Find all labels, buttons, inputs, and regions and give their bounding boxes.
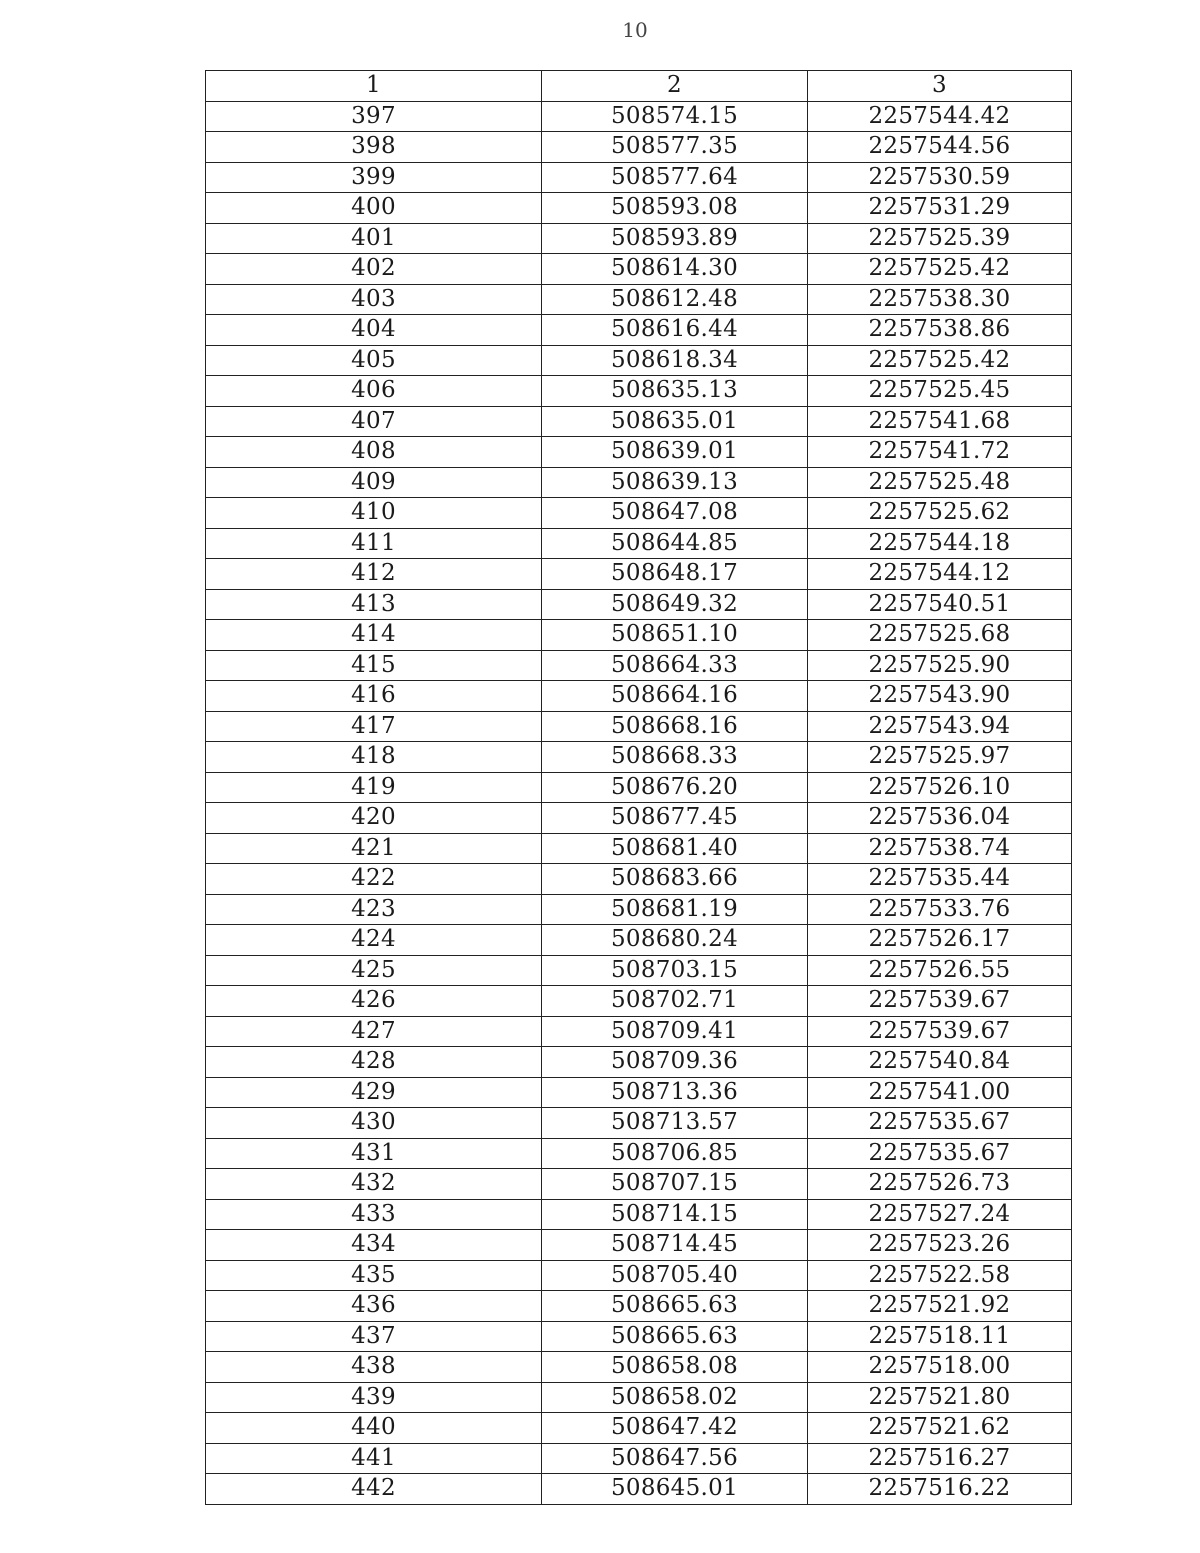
table-cell-col-1: 409 xyxy=(206,467,542,498)
table-cell-col-1: 402 xyxy=(206,254,542,285)
table-row xyxy=(206,1077,1072,1108)
table-cell-col-1: 442 xyxy=(206,1474,542,1505)
table-cell-col-3: 2257538.30 xyxy=(808,284,1072,315)
table-row xyxy=(206,1230,1072,1261)
table-cell-col-1: 436 xyxy=(206,1291,542,1322)
table-cell-col-2: 508577.64 xyxy=(542,162,808,193)
table-cell-col-1: 405 xyxy=(206,345,542,376)
table-cell-col-1: 441 xyxy=(206,1443,542,1474)
table-cell-col-3: 2257525.42 xyxy=(808,345,1072,376)
table-cell-col-2: 508658.02 xyxy=(542,1382,808,1413)
table-row xyxy=(206,1443,1072,1474)
table-row xyxy=(206,1321,1072,1352)
table-cell-col-2: 508680.24 xyxy=(542,925,808,956)
table-cell-col-1: 411 xyxy=(206,528,542,559)
table-cell-col-1: 431 xyxy=(206,1138,542,1169)
table-row xyxy=(206,1260,1072,1291)
table-row xyxy=(206,1016,1072,1047)
table-cell-col-1: 428 xyxy=(206,1047,542,1078)
table-cell-col-3: 2257522.58 xyxy=(808,1260,1072,1291)
table-row xyxy=(206,803,1072,834)
table-cell-col-3: 2257536.04 xyxy=(808,803,1072,834)
table-cell-col-1: 433 xyxy=(206,1199,542,1230)
table-cell-col-3: 2257543.94 xyxy=(808,711,1072,742)
table-cell-col-3: 2257538.74 xyxy=(808,833,1072,864)
table-cell-col-2: 508714.45 xyxy=(542,1230,808,1261)
table-row xyxy=(206,162,1072,193)
table-cell-col-2: 508574.15 xyxy=(542,101,808,132)
table-cell-col-1: 422 xyxy=(206,864,542,895)
table-row xyxy=(206,1047,1072,1078)
table-cell-col-2: 508651.10 xyxy=(542,620,808,651)
table-row xyxy=(206,955,1072,986)
table-row xyxy=(206,315,1072,346)
table-cell-col-1: 437 xyxy=(206,1321,542,1352)
table-cell-col-1: 414 xyxy=(206,620,542,651)
table-row xyxy=(206,742,1072,773)
table-cell-col-2: 508681.19 xyxy=(542,894,808,925)
table-cell-col-1: 413 xyxy=(206,589,542,620)
table-cell-col-1: 401 xyxy=(206,223,542,254)
table-cell-col-2: 508658.08 xyxy=(542,1352,808,1383)
table-row xyxy=(206,254,1072,285)
table-cell-col-2: 508668.16 xyxy=(542,711,808,742)
table-cell-col-1: 429 xyxy=(206,1077,542,1108)
table-cell-col-3: 2257540.51 xyxy=(808,589,1072,620)
table-cell-col-1: 434 xyxy=(206,1230,542,1261)
table-cell-col-3: 2257533.76 xyxy=(808,894,1072,925)
table-cell-col-3: 2257525.45 xyxy=(808,376,1072,407)
page-number: 10 xyxy=(622,18,648,42)
table-cell-col-1: 404 xyxy=(206,315,542,346)
table-row xyxy=(206,1382,1072,1413)
table-cell-col-3: 2257541.68 xyxy=(808,406,1072,437)
table-cell-col-2: 508618.34 xyxy=(542,345,808,376)
table-cell-col-1: 412 xyxy=(206,559,542,590)
table-cell-col-2: 508707.15 xyxy=(542,1169,808,1200)
table-cell-col-2: 508713.36 xyxy=(542,1077,808,1108)
table-row xyxy=(206,864,1072,895)
table-cell-col-2: 508635.01 xyxy=(542,406,808,437)
table-cell-col-3: 2257521.80 xyxy=(808,1382,1072,1413)
table-row xyxy=(206,345,1072,376)
table-cell-col-2: 508614.30 xyxy=(542,254,808,285)
table-row xyxy=(206,528,1072,559)
table-cell-col-1: 440 xyxy=(206,1413,542,1444)
column-header-3: 3 xyxy=(808,71,1072,102)
table-cell-col-2: 508577.35 xyxy=(542,132,808,163)
table-cell-col-1: 415 xyxy=(206,650,542,681)
table-row xyxy=(206,376,1072,407)
table-cell-col-3: 2257539.67 xyxy=(808,1016,1072,1047)
table-cell-col-2: 508647.56 xyxy=(542,1443,808,1474)
table-cell-col-2: 508714.15 xyxy=(542,1199,808,1230)
table-cell-col-3: 2257521.62 xyxy=(808,1413,1072,1444)
table-cell-col-2: 508681.40 xyxy=(542,833,808,864)
table-cell-col-2: 508664.33 xyxy=(542,650,808,681)
table-cell-col-1: 420 xyxy=(206,803,542,834)
table-cell-col-3: 2257535.67 xyxy=(808,1138,1072,1169)
table-cell-col-2: 508709.36 xyxy=(542,1047,808,1078)
table-cell-col-1: 407 xyxy=(206,406,542,437)
table-cell-col-2: 508649.32 xyxy=(542,589,808,620)
table-cell-col-1: 439 xyxy=(206,1382,542,1413)
table-cell-col-1: 397 xyxy=(206,101,542,132)
table-cell-col-1: 417 xyxy=(206,711,542,742)
table-cell-col-1: 408 xyxy=(206,437,542,468)
table-row xyxy=(206,1291,1072,1322)
table-cell-col-3: 2257516.22 xyxy=(808,1474,1072,1505)
table-cell-col-3: 2257525.42 xyxy=(808,254,1072,285)
table-cell-col-3: 2257521.92 xyxy=(808,1291,1072,1322)
table-cell-col-1: 432 xyxy=(206,1169,542,1200)
table-cell-col-1: 410 xyxy=(206,498,542,529)
table-cell-col-1: 419 xyxy=(206,772,542,803)
table-cell-col-2: 508709.41 xyxy=(542,1016,808,1047)
table-cell-col-2: 508616.44 xyxy=(542,315,808,346)
table-body xyxy=(206,101,1072,1504)
table-cell-col-2: 508664.16 xyxy=(542,681,808,712)
table-cell-col-3: 2257527.24 xyxy=(808,1199,1072,1230)
table-cell-col-1: 406 xyxy=(206,376,542,407)
table-row xyxy=(206,193,1072,224)
table-row xyxy=(206,406,1072,437)
table-cell-col-3: 2257525.97 xyxy=(808,742,1072,773)
table-row xyxy=(206,1169,1072,1200)
table-cell-col-3: 2257526.55 xyxy=(808,955,1072,986)
table-row xyxy=(206,559,1072,590)
table-row xyxy=(206,1138,1072,1169)
table-cell-col-2: 508705.40 xyxy=(542,1260,808,1291)
table-cell-col-3: 2257544.12 xyxy=(808,559,1072,590)
table-cell-col-2: 508668.33 xyxy=(542,742,808,773)
table-cell-col-3: 2257523.26 xyxy=(808,1230,1072,1261)
table-cell-col-3: 2257525.62 xyxy=(808,498,1072,529)
table-cell-col-2: 508677.45 xyxy=(542,803,808,834)
table-cell-col-1: 438 xyxy=(206,1352,542,1383)
table-cell-col-2: 508706.85 xyxy=(542,1138,808,1169)
table-cell-col-3: 2257525.39 xyxy=(808,223,1072,254)
table-cell-col-2: 508683.66 xyxy=(542,864,808,895)
table-cell-col-2: 508593.08 xyxy=(542,193,808,224)
table-cell-col-3: 2257531.29 xyxy=(808,193,1072,224)
table-cell-col-3: 2257544.56 xyxy=(808,132,1072,163)
table-cell-col-2: 508647.08 xyxy=(542,498,808,529)
table-cell-col-2: 508703.15 xyxy=(542,955,808,986)
column-header-2: 2 xyxy=(542,71,808,102)
table-cell-col-3: 2257530.59 xyxy=(808,162,1072,193)
table-cell-col-2: 508676.20 xyxy=(542,772,808,803)
table-cell-col-2: 508665.63 xyxy=(542,1291,808,1322)
table-cell-col-1: 403 xyxy=(206,284,542,315)
table-row xyxy=(206,1352,1072,1383)
table-row xyxy=(206,925,1072,956)
table-cell-col-2: 508648.17 xyxy=(542,559,808,590)
table-cell-col-1: 427 xyxy=(206,1016,542,1047)
table-cell-col-3: 2257525.90 xyxy=(808,650,1072,681)
table-cell-col-3: 2257538.86 xyxy=(808,315,1072,346)
table-cell-col-3: 2257526.17 xyxy=(808,925,1072,956)
table-row xyxy=(206,650,1072,681)
table-cell-col-3: 2257539.67 xyxy=(808,986,1072,1017)
table-cell-col-1: 435 xyxy=(206,1260,542,1291)
table-cell-col-1: 398 xyxy=(206,132,542,163)
table-cell-col-2: 508713.57 xyxy=(542,1108,808,1139)
table-cell-col-3: 2257526.10 xyxy=(808,772,1072,803)
table-row xyxy=(206,498,1072,529)
table-row xyxy=(206,101,1072,132)
table-row xyxy=(206,223,1072,254)
table-row xyxy=(206,132,1072,163)
table-cell-col-1: 399 xyxy=(206,162,542,193)
table-cell-col-1: 400 xyxy=(206,193,542,224)
table-cell-col-2: 508612.48 xyxy=(542,284,808,315)
coordinates-table-container xyxy=(205,70,1071,1505)
table-cell-col-3: 2257544.42 xyxy=(808,101,1072,132)
table-cell-col-3: 2257541.00 xyxy=(808,1077,1072,1108)
table-cell-col-2: 508647.42 xyxy=(542,1413,808,1444)
table-cell-col-1: 418 xyxy=(206,742,542,773)
table-cell-col-1: 423 xyxy=(206,894,542,925)
table-cell-col-3: 2257518.11 xyxy=(808,1321,1072,1352)
header-row xyxy=(206,71,1072,102)
table-cell-col-1: 416 xyxy=(206,681,542,712)
table-header xyxy=(206,71,1072,102)
table-row xyxy=(206,467,1072,498)
coordinates-table xyxy=(205,70,1072,1505)
column-header-1: 1 xyxy=(206,71,542,102)
table-cell-col-2: 508645.01 xyxy=(542,1474,808,1505)
table-cell-col-3: 2257541.72 xyxy=(808,437,1072,468)
table-cell-col-1: 425 xyxy=(206,955,542,986)
table-row xyxy=(206,284,1072,315)
table-row xyxy=(206,1199,1072,1230)
table-cell-col-2: 508639.13 xyxy=(542,467,808,498)
table-row xyxy=(206,1108,1072,1139)
table-cell-col-1: 430 xyxy=(206,1108,542,1139)
table-cell-col-3: 2257525.48 xyxy=(808,467,1072,498)
table-row xyxy=(206,437,1072,468)
table-row xyxy=(206,681,1072,712)
table-row xyxy=(206,894,1072,925)
table-row xyxy=(206,1413,1072,1444)
table-cell-col-3: 2257544.18 xyxy=(808,528,1072,559)
table-row xyxy=(206,711,1072,742)
table-cell-col-1: 424 xyxy=(206,925,542,956)
table-cell-col-1: 426 xyxy=(206,986,542,1017)
table-cell-col-2: 508639.01 xyxy=(542,437,808,468)
table-cell-col-3: 2257535.67 xyxy=(808,1108,1072,1139)
table-cell-col-2: 508644.85 xyxy=(542,528,808,559)
table-cell-col-3: 2257526.73 xyxy=(808,1169,1072,1200)
table-cell-col-3: 2257525.68 xyxy=(808,620,1072,651)
table-cell-col-3: 2257535.44 xyxy=(808,864,1072,895)
table-row xyxy=(206,833,1072,864)
table-row xyxy=(206,620,1072,651)
table-row xyxy=(206,589,1072,620)
table-cell-col-2: 508665.63 xyxy=(542,1321,808,1352)
table-cell-col-3: 2257543.90 xyxy=(808,681,1072,712)
table-row xyxy=(206,772,1072,803)
table-cell-col-1: 421 xyxy=(206,833,542,864)
table-cell-col-2: 508593.89 xyxy=(542,223,808,254)
table-cell-col-3: 2257516.27 xyxy=(808,1443,1072,1474)
table-cell-col-2: 508702.71 xyxy=(542,986,808,1017)
table-cell-col-3: 2257518.00 xyxy=(808,1352,1072,1383)
table-row xyxy=(206,1474,1072,1505)
table-cell-col-3: 2257540.84 xyxy=(808,1047,1072,1078)
table-row xyxy=(206,986,1072,1017)
table-cell-col-2: 508635.13 xyxy=(542,376,808,407)
